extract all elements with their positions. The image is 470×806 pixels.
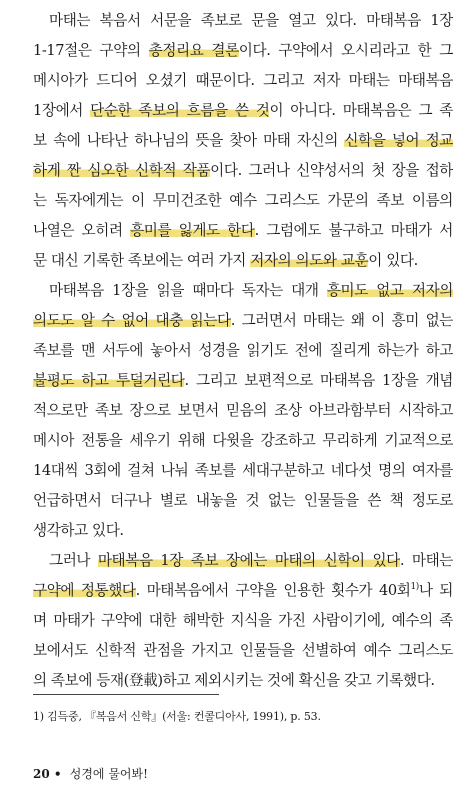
footer-separator: • <box>53 767 62 781</box>
text-run: 족보를 맨 서두에 놓아서 성경을 읽기도 전에 질리게 하는가 하고 <box>33 342 453 359</box>
text-run: 메시아가 드디어 오셨기 때문이다. 그리고 저자 마태는 마태복음 <box>33 72 453 89</box>
text-run: 메시아 전통을 세우기 위해 다윗을 강조하고 무리하게 기교적으로 <box>33 432 453 449</box>
footnote-reference: 1) <box>410 582 419 592</box>
text-line <box>33 516 453 546</box>
highlighted-text: 구약에 정통했다 <box>33 582 136 599</box>
text-line <box>33 486 453 516</box>
text-run: 마태는 복음서 서문을 족보로 문을 열고 있다. 마태복음 1장 <box>49 12 453 29</box>
text-run: 그러나 <box>49 552 98 569</box>
footnote: 1) 김득중, 『복음서 신학』(서울: 컨콜디아사, 1991), p. 53. <box>33 710 321 723</box>
highlighted-text: 신학을 넣어 정교 <box>344 132 453 149</box>
highlighted-text: 저자의 의도와 교훈 <box>250 252 369 269</box>
text-line <box>33 366 453 396</box>
highlighted-text: 마태복음 1장 족보 장에는 마태의 신학이 있다 <box>97 552 400 569</box>
paragraph <box>33 276 453 546</box>
text-line <box>33 126 453 156</box>
text-run: . 그럼에도 불구하고 마태가 서 <box>254 222 453 239</box>
text-run: . 그러면서 마태는 왜 이 흥미 없는 <box>230 312 453 329</box>
highlighted-text: 흥미도 없고 저자의 <box>326 282 453 299</box>
text-run: 이 아니다. 마태복음은 그 족 <box>269 102 453 119</box>
paragraph <box>33 546 453 696</box>
text-run: 문 대신 기록한 족보에는 여러 가지 <box>33 252 251 269</box>
text-line <box>33 636 453 666</box>
text-run: 14대씩 3회에 걸쳐 나눠 족보를 세대구분하고 네다섯 명의 여자를 <box>33 462 453 479</box>
text-run: 1장에서 <box>33 102 91 119</box>
text-run: 생각하고 있다. <box>33 522 124 539</box>
highlighted-text: 총정리요 결론 <box>148 42 239 59</box>
text-line <box>33 156 453 186</box>
text-line <box>33 276 453 306</box>
page-number: 20 <box>33 767 50 781</box>
text-run: 적으로만 족보 장으로 보면서 믿음의 조상 아브라함부터 시작하고 <box>33 402 453 419</box>
text-run: . 그리고 보편적으로 마태복음 1장을 개념 <box>184 372 453 389</box>
text-line <box>33 426 453 456</box>
highlighted-text: 의도도 알 수 없어 대충 읽는다 <box>33 312 231 329</box>
text-run: . 마태복음에서 구약을 인용한 횟수가 40회 <box>135 582 411 599</box>
highlighted-text: 불평도 하고 투덜거린다 <box>33 372 185 389</box>
text-run: . 마태는 <box>399 552 453 569</box>
text-line <box>33 336 453 366</box>
running-book-title: 성경에 물어봐! <box>69 767 148 781</box>
text-run: 보 속에 나타난 하나님의 뜻을 찾아 마태 자신의 <box>33 132 345 149</box>
text-line <box>33 576 453 606</box>
text-line <box>33 186 453 216</box>
text-line <box>33 36 453 66</box>
page-footer <box>33 766 148 782</box>
text-run: 이다. 그러나 신약성서의 첫 장을 접하 <box>210 162 453 179</box>
footnote-rule <box>33 694 219 695</box>
highlighted-text: 단순한 족보의 흐름을 쓴 것 <box>90 102 270 119</box>
text-line <box>33 306 453 336</box>
text-run: 마태복음 1장을 읽을 때마다 독자는 대개 <box>49 282 327 299</box>
text-run: 나열은 오히려 <box>33 222 131 239</box>
text-line <box>33 396 453 426</box>
text-run: 나 되 <box>418 582 453 599</box>
text-run: 이 있다. <box>368 252 418 269</box>
text-run: 이다. 구약에서 오시리라고 한 그 <box>238 42 453 59</box>
body-text <box>33 6 453 696</box>
text-line <box>33 606 453 636</box>
text-line <box>33 216 453 246</box>
paragraph <box>33 6 453 276</box>
text-line <box>33 546 453 576</box>
text-line <box>33 66 453 96</box>
text-run: 보에서도 신학적 관점을 가지고 인물들을 선별하여 예수 그리스도 <box>33 642 453 659</box>
text-line <box>33 96 453 126</box>
text-line <box>33 246 453 276</box>
text-line <box>33 6 453 36</box>
text-line <box>33 456 453 486</box>
text-run: 1-17절은 구약의 <box>33 42 149 59</box>
text-run: 언급하면서 더구나 별로 내놓을 것 없는 인물들을 쓴 책 정도로 <box>33 492 453 509</box>
highlighted-text: 흥미를 잃게도 한다 <box>130 222 255 239</box>
text-run: 며 마태가 구약에 대한 해박한 지식을 가진 사람이기에, 예수의 족 <box>33 612 453 629</box>
text-run: 의 족보에 등재(登載)하고 제외시키는 것에 확신을 갖고 기록했다. <box>33 672 435 689</box>
text-line <box>33 666 453 696</box>
highlighted-text: 하게 짠 심오한 신학적 작품 <box>33 162 211 179</box>
text-run: 는 독자에게는 이 무미건조한 예수 그리스도 가문의 족보 이름의 <box>33 192 453 209</box>
